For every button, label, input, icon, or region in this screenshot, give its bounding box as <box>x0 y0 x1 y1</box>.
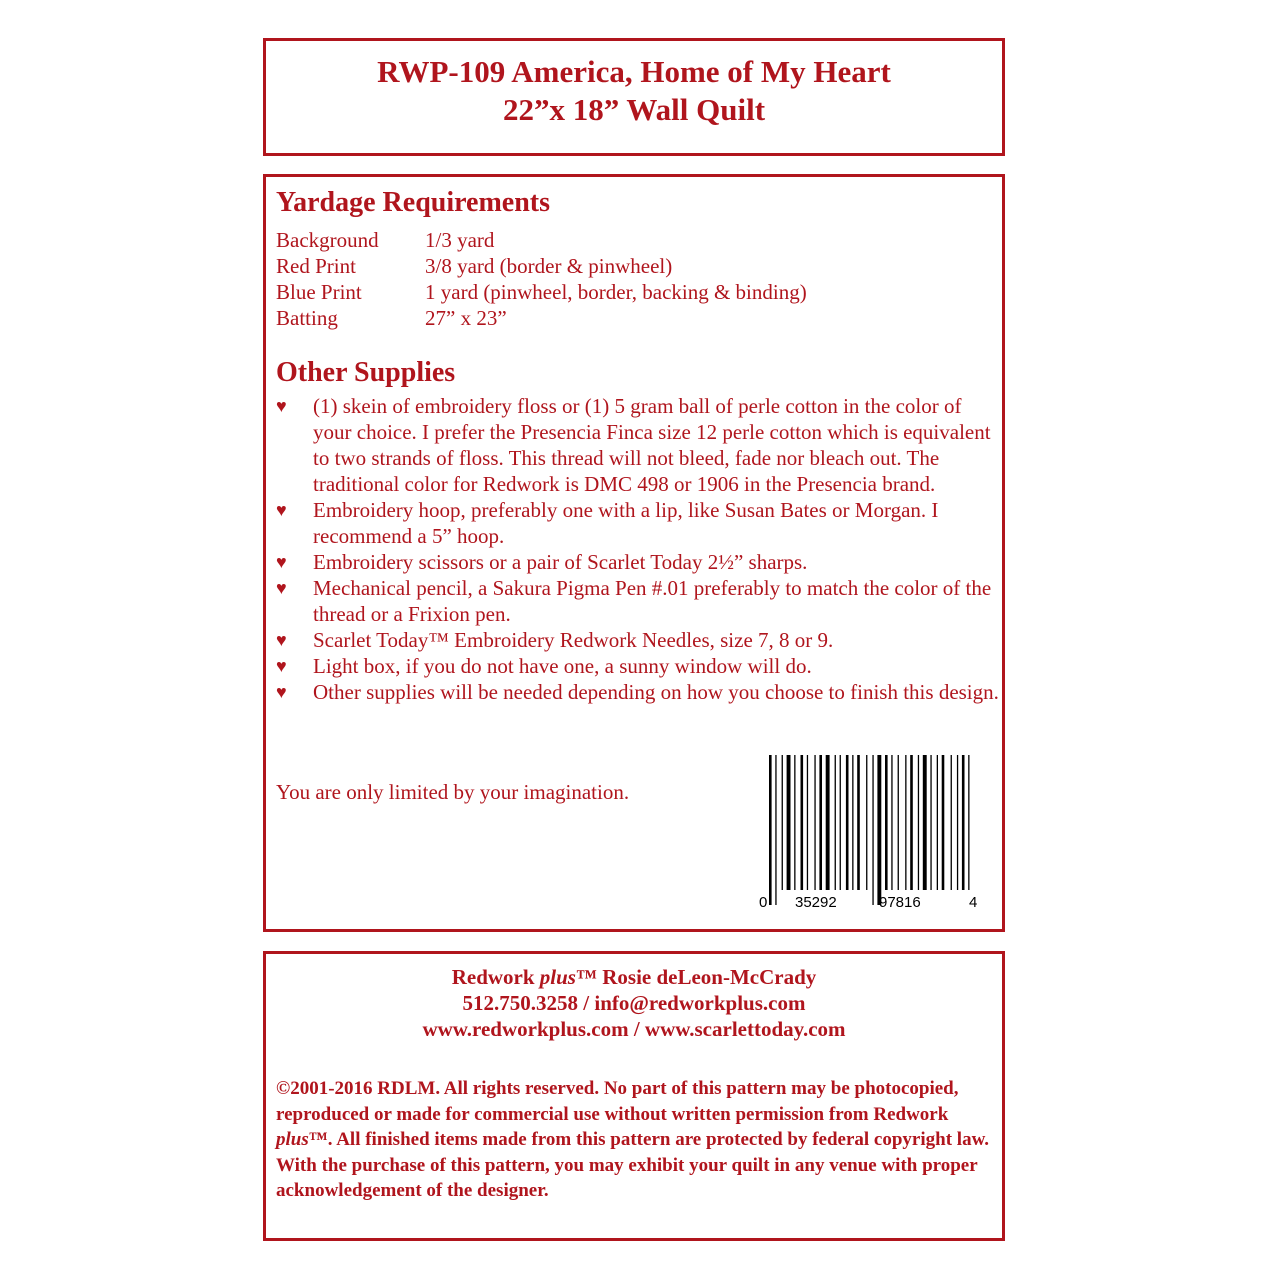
yardage-row <box>276 227 807 253</box>
barcode-bar <box>846 755 849 890</box>
closing-line: You are only limited by your imagination. <box>276 780 630 804</box>
barcode-bar <box>866 755 867 890</box>
barcode <box>759 755 981 915</box>
barcode-bar <box>968 755 969 890</box>
yardage-label: Batting <box>276 306 338 330</box>
list-item <box>276 549 1002 575</box>
supply-text: Mechanical pencil, a Sakura Pigma Pen #.01 preferably to match the color of the thread or a Frixion pen. <box>313 576 992 626</box>
barcode-bar <box>942 755 945 890</box>
contact-brand-line: Redwork plus™ Rosie deLeon-McCrady <box>451 965 817 989</box>
barcode-bar <box>807 755 808 890</box>
yardage-table <box>276 227 807 331</box>
barcode-bar <box>930 755 931 890</box>
supply-text: Light box, if you do not have one, a sunny window will do. <box>313 654 812 678</box>
contact-box <box>263 951 1005 1241</box>
heart-icon: ♥ <box>276 682 287 702</box>
barcode-bar <box>891 755 892 890</box>
barcode-bar <box>937 755 938 890</box>
supplies-list <box>276 393 1002 705</box>
barcode-bar <box>951 755 952 890</box>
barcode-bar <box>910 755 913 890</box>
barcode-bar <box>794 755 795 890</box>
yardage-value: 27” x 23” <box>425 306 507 330</box>
barcode-bar <box>877 755 881 905</box>
supply-text: Embroidery hoop, preferably one with a lip, like Susan Bates or Morgan. I recommend a 5” hoop. <box>313 498 939 548</box>
yardage-value: 1 yard (pinwheel, border, backing & binding) <box>425 280 807 304</box>
barcode-digit: 0 <box>759 894 768 911</box>
supply-text: (1) skein of embroidery floss or (1) 5 gram ball of perle cotton in the color of your choice. I prefer the Presencia Finca size 12 perle cotton which is equivalent to two strands of floss. This thread will not bleed, fade nor bleach out. The traditional color for Redwork is DMC 498 or 1906 in the Presencia brand. <box>313 394 991 496</box>
barcode-bar <box>819 755 822 890</box>
barcode-bar <box>962 755 965 890</box>
contact-block <box>266 964 1002 1042</box>
list-item <box>276 679 1002 705</box>
yardage-row <box>276 253 807 279</box>
barcode-bar <box>835 755 836 890</box>
barcode-bar <box>787 755 791 890</box>
barcode-bar <box>898 755 899 890</box>
barcode-bar <box>801 755 804 890</box>
list-item <box>276 653 1002 679</box>
barcode-bar <box>857 755 860 890</box>
yardage-label: Blue Print <box>276 280 362 304</box>
barcode-bar <box>769 755 772 905</box>
yardage-row <box>276 279 807 305</box>
requirements-box <box>263 174 1005 932</box>
barcode-bar <box>814 755 815 890</box>
barcode-digit: 35292 <box>795 894 837 911</box>
yardage-label: Background <box>276 228 379 252</box>
yardage-value: 1/3 yard <box>425 228 495 252</box>
heart-icon: ♥ <box>276 500 287 520</box>
copyright-notice: ©2001-2016 RDLM. All rights reserved. No part of this pattern may be photocopied, reproduced or made for commercial use without written permission from Redwork plus™. All finished items made from this pattern are protected by federal copyright law. With the purchase of this pattern, you may exhibit your quilt in any venue with proper acknowledgement of the designer. <box>276 1078 989 1201</box>
list-item <box>276 497 1002 549</box>
barcode-bar <box>826 755 830 890</box>
list-item <box>276 627 1002 653</box>
barcode-bar <box>840 755 841 890</box>
barcode-bar <box>923 755 927 890</box>
list-item <box>276 575 1002 627</box>
barcode-bar <box>782 755 783 890</box>
yardage-value: 3/8 yard (border & pinwheel) <box>425 254 673 278</box>
supply-text: Embroidery scissors or a pair of Scarlet Today 2½” sharps. <box>313 550 808 574</box>
contact-websites: www.redworkplus.com / www.scarlettoday.com <box>422 1017 846 1041</box>
supplies-heading: Other Supplies <box>276 357 456 388</box>
pattern-title: RWP-109 America, Home of My Heart <box>377 54 891 89</box>
title-box <box>263 38 1005 156</box>
yardage-row <box>276 305 807 331</box>
heart-icon: ♥ <box>276 630 287 650</box>
list-item <box>276 393 1002 497</box>
heart-icon: ♥ <box>276 656 287 676</box>
yardage-heading: Yardage Requirements <box>276 187 551 218</box>
barcode-bar <box>905 755 906 890</box>
contact-phone-email: 512.750.3258 / info@redworkplus.com <box>462 991 806 1015</box>
barcode-bar <box>775 755 776 905</box>
barcode-bar <box>852 755 853 890</box>
barcode-digit: 97816 <box>879 894 921 911</box>
yardage-label: Red Print <box>276 254 356 278</box>
barcode-bar <box>918 755 919 890</box>
barcode-bar <box>872 755 873 905</box>
barcode-bar <box>885 755 888 890</box>
heart-icon: ♥ <box>276 578 287 598</box>
heart-icon: ♥ <box>276 552 287 572</box>
supply-text: Other supplies will be needed depending on how you choose to finish this design. <box>313 680 999 704</box>
supply-text: Scarlet Today™ Embroidery Redwork Needles, size 7, 8 or 9. <box>313 628 834 652</box>
barcode-bar <box>957 755 958 890</box>
barcode-digit: 4 <box>969 894 978 911</box>
pattern-size: 22”x 18” Wall Quilt <box>502 92 766 127</box>
heart-icon: ♥ <box>276 396 287 416</box>
